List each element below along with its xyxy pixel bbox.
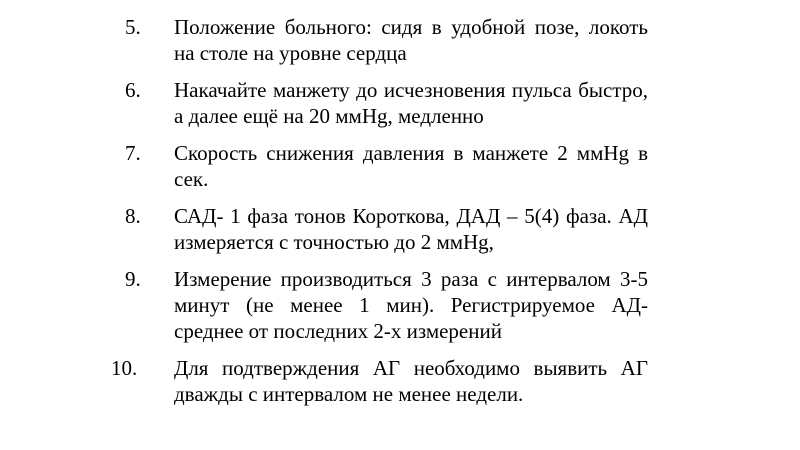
list-item bbox=[108, 140, 648, 192]
list-item-text: Положение больного: сидя в удобной позе, локоть на столе на уровне сердца bbox=[174, 15, 648, 65]
list-item bbox=[108, 203, 648, 255]
list-item-text: Накачайте манжету до исчезновения пульса быстро, а далее ещё на 20 ммHg, медленно bbox=[174, 78, 648, 128]
list-item bbox=[108, 266, 648, 344]
list-item-number: 5. bbox=[125, 15, 141, 39]
list-item-text: Скорость снижения давления в манжете 2 ммHg в сек. bbox=[174, 141, 648, 191]
list-item bbox=[108, 77, 648, 129]
list-item bbox=[108, 355, 648, 407]
list-item-number: 10. bbox=[111, 356, 138, 380]
list-item-number: 8. bbox=[125, 204, 141, 228]
list-item-number: 7. bbox=[125, 141, 141, 165]
list-item-text: САД- 1 фаза тонов Короткова, ДАД – 5(4) фаза. АД измеряется с точностью до 2 ммHg, bbox=[174, 204, 648, 254]
list-item bbox=[108, 14, 648, 66]
list-item-number: 6. bbox=[125, 78, 141, 102]
list-item-text: Измерение производиться 3 раза с интервалом 3-5 минут (не менее 1 мин). Регистрируемое АД- среднее от последних 2-х измерений bbox=[174, 267, 648, 343]
list-item-text: Для подтверждения АГ необходимо выявить АГ дважды с интервалом не менее недели. bbox=[174, 356, 648, 406]
list-item-number: 9. bbox=[125, 267, 141, 291]
numbered-list bbox=[108, 14, 648, 418]
